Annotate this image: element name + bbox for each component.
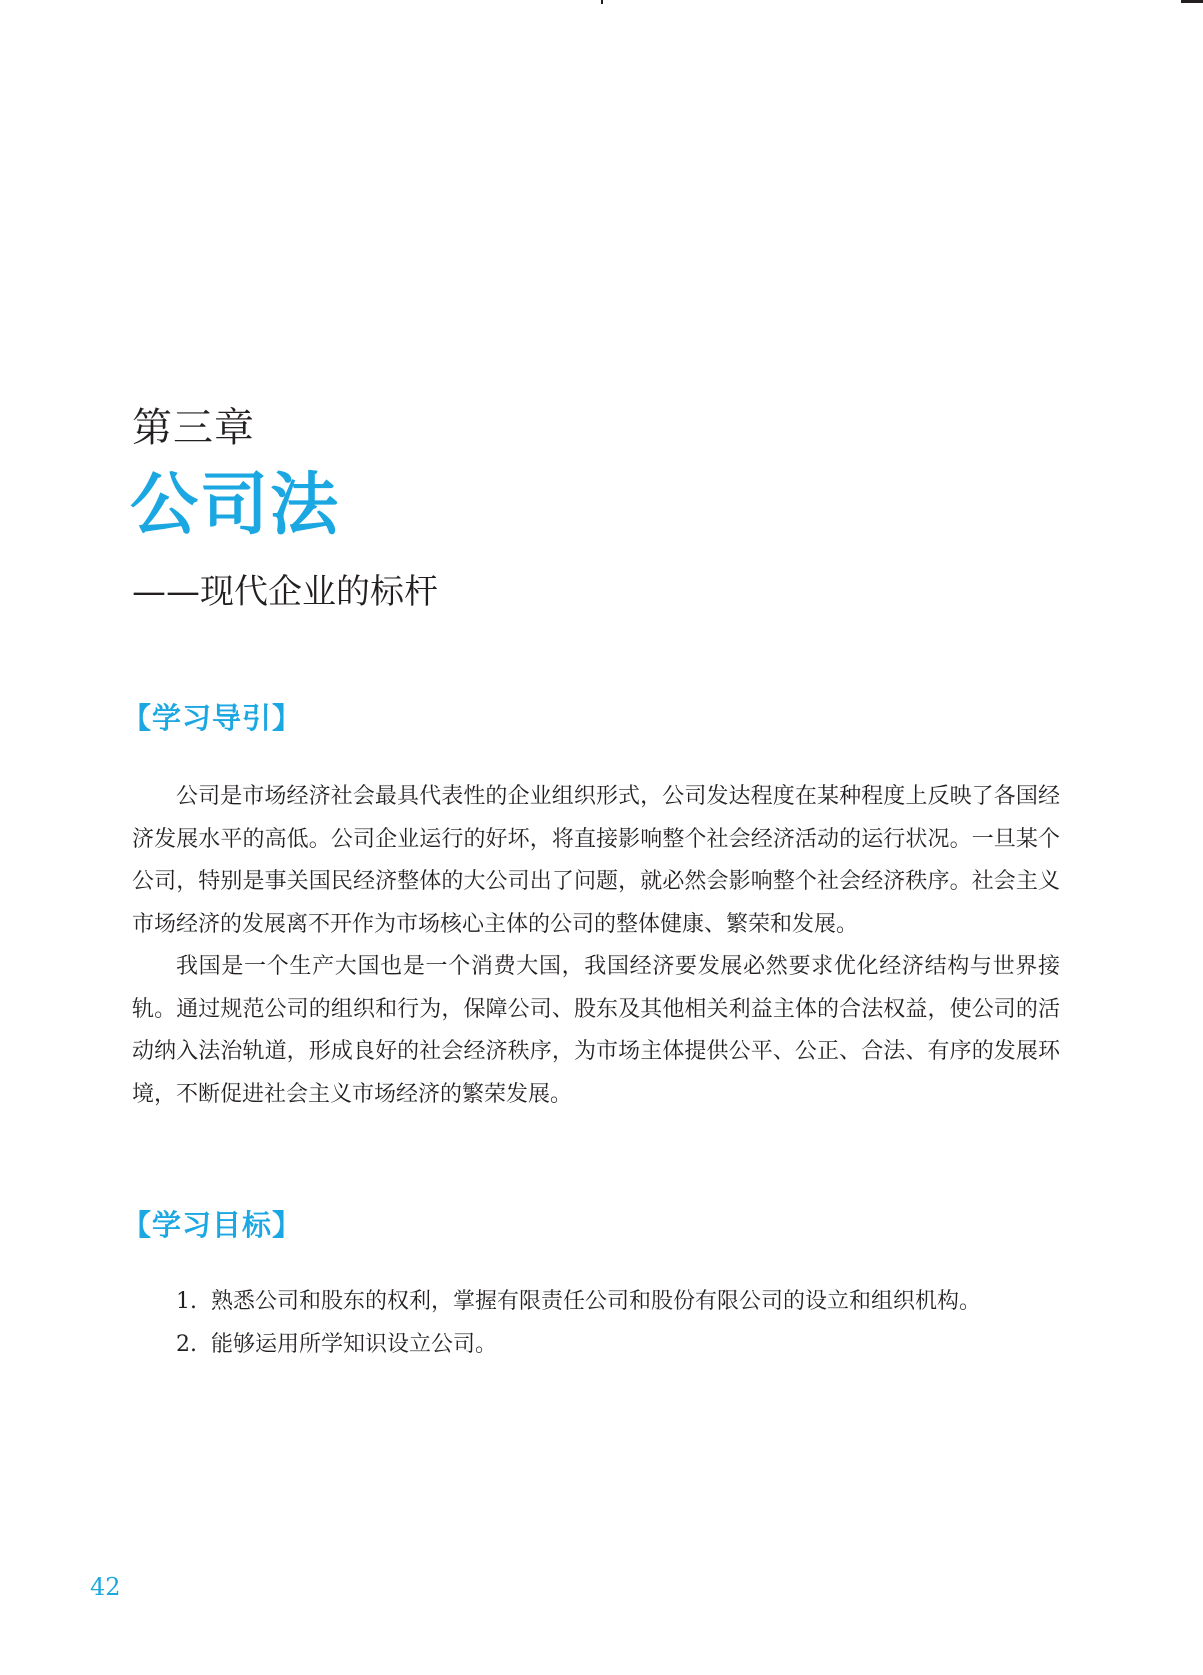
goal-text: 能够运用所学知识设立公司。 (211, 1331, 498, 1357)
goals-list (176, 1281, 1056, 1366)
chapter-title: 公司法 (130, 465, 341, 545)
chapter-label: 第三章 (132, 405, 255, 451)
goal-item (176, 1324, 1056, 1367)
guide-paragraph: 公司是市场经济社会最具代表性的企业组织形式，公司发达程度在某种程度上反映了各国经济发展水平的高低。公司企业运行的好坏，将直接影响整个社会经济活动的运行状况。一旦某个公司，特别是事关国民经济整体的大公司出了问题，就必然会影响整个社会经济秩序。社会主义市场经济的发展离不开作为市场核心主体的公司的整体健康、繁荣和发展。 (132, 784, 1060, 937)
crop-mark-top (601, 0, 603, 4)
section-heading-goals: 【学习目标】 (122, 1208, 303, 1242)
crop-mark-top-right (1181, 0, 1203, 3)
goal-text: 熟悉公司和股东的权利，掌握有限责任公司和股份有限公司的设立和组织机构。 (211, 1289, 982, 1314)
guide-paragraph: 我国是一个生产大国也是一个消费大国，我国经济要发展必然要求优化经济结构与世界接轨。通过规范公司的组织和行为，保障公司、股东及其他相关利益主体的合法权益，使公司的活动纳入法治轨道，形成良好的社会经济秩序，为市场主体提供公平、公正、合法、有序的发展环境，不断促进社会主义市场经济的繁荣发展。 (132, 954, 1060, 1107)
guide-text (132, 776, 1060, 1116)
goal-item (176, 1281, 1056, 1324)
page-number: 42 (90, 1573, 121, 1601)
chapter-subtitle: ——现代企业的标杆 (132, 572, 438, 612)
goal-number: 1. (176, 1289, 197, 1314)
section-heading-guide: 【学习导引】 (122, 701, 303, 735)
goal-number: 2. (176, 1331, 197, 1357)
